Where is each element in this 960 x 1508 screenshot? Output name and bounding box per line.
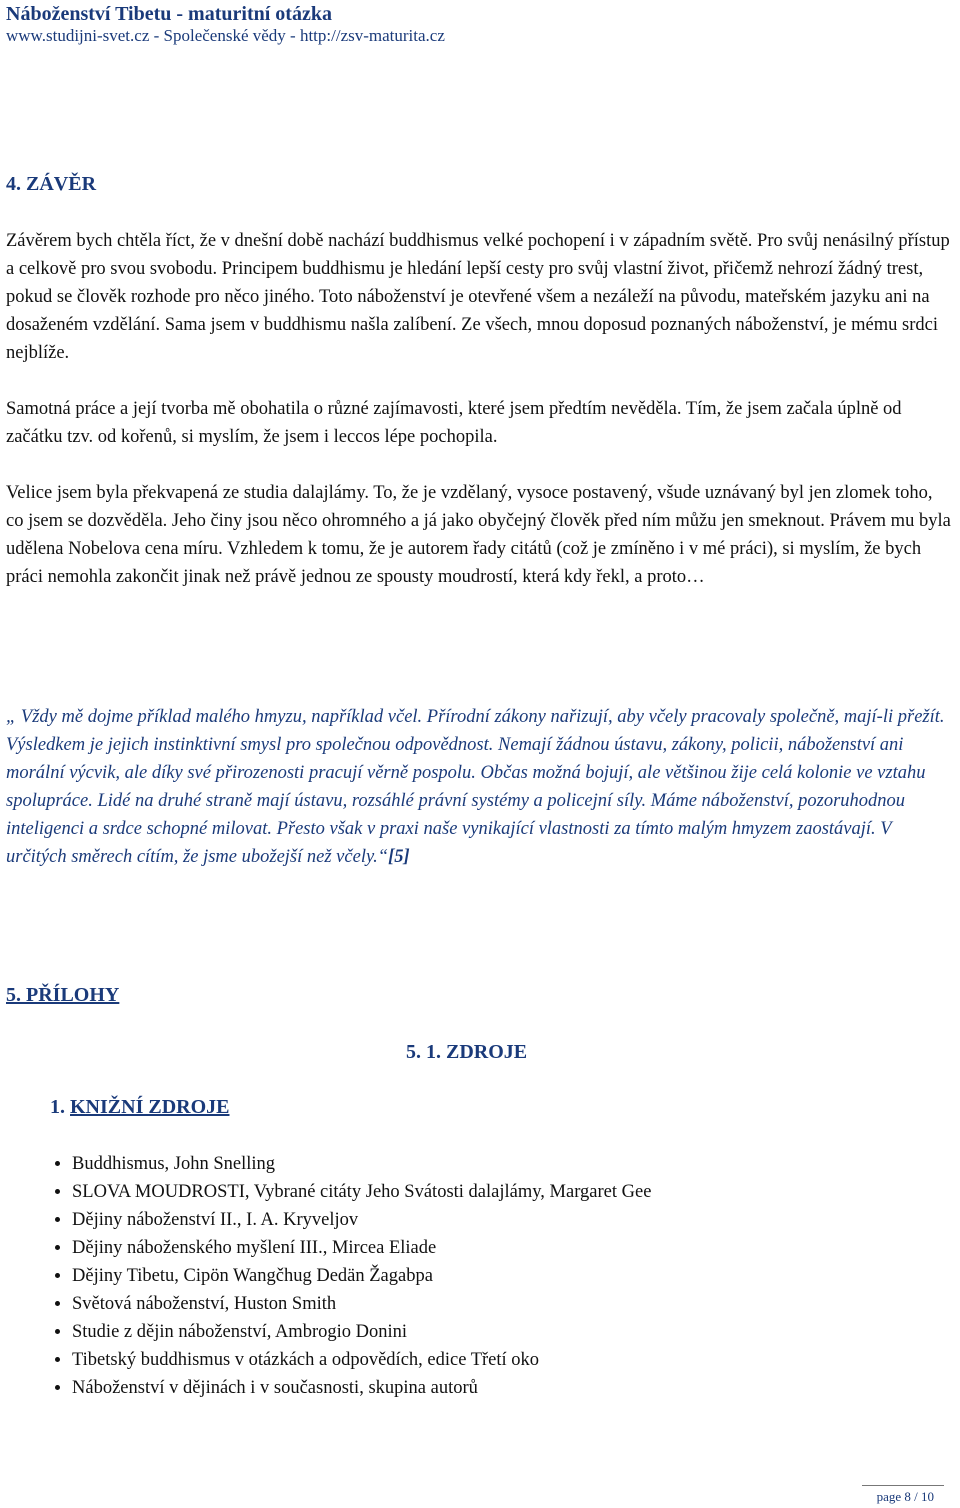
- section-heading-conclusion: 4. ZÁVĚR: [6, 173, 97, 195]
- section-heading-appendices: 5. PŘÍLOHY: [6, 984, 120, 1006]
- document-header-subtitle: www.studijni-svet.cz - Společenské vědy - http://zsv-maturita.cz: [6, 26, 445, 45]
- list-item: • Studie z dějin náboženství, Ambrogio Donini: [72, 1318, 651, 1346]
- list-item: • Dějiny náboženského myšlení III., Mircea Eliade: [72, 1234, 651, 1262]
- quote-text: „ Vždy mě dojme příklad malého hmyzu, například včel. Přírodní zákony nařizují, aby včely pracovaly společně, mají-li přežít. Výsledkem je jejich instinktivní smysl pro společnou odpovědnost. Nemají žádnou ústavu, zákony, policii, náboženství ani morální výcvik, ale díky své přirozenosti pracují věrně pospolu. Občas možná bojují, ale většinou žije celá kolonie ve vztahu spolupráce. Lidé na druhé straně mají ústavu, rozsáhlé právní systémy a policejní síly. Máme náboženství, pozoruhodnou inteligenci a srdce schopné milovat. Přesto však v praxi naše vynikající vlastnosti za tímto malým hmyzem zaostávají. V určitých směrech cítím, že jsme ubožejší než včely.“: [6, 707, 945, 867]
- list-item: • Tibetský buddhismus v otázkách a odpovědích, edice Třetí oko: [72, 1346, 651, 1374]
- list-item: • Náboženství v dějinách i v současnosti, skupina autorů: [72, 1374, 651, 1402]
- dalai-lama-quote: [6, 703, 954, 871]
- list-heading-book-sources: 1. KNIŽNÍ ZDROJE: [50, 1096, 230, 1118]
- document-header-title: Náboženství Tibetu - maturitní otázka: [6, 3, 332, 25]
- list-item: • Dějiny Tibetu, Cipön Wangčhug Dedän Žagabpa: [72, 1262, 651, 1290]
- page-number: page 8 / 10: [876, 1489, 934, 1504]
- quote-reference: [5]: [388, 847, 410, 867]
- list-heading-book-sources-text: KNIŽNÍ ZDROJE: [70, 1096, 230, 1118]
- list-item: • Buddhismus, John Snelling: [72, 1150, 651, 1178]
- list-item: • SLOVA MOUDROSTI, Vybrané citáty Jeho Svátosti dalajlámy, Margaret Gee: [72, 1178, 651, 1206]
- conclusion-paragraph-2: Samotná práce a její tvorba mě obohatila o různé zajímavosti, které jsem předtím nevěděla. Tím, že jsem začala úplně od začátku tzv. od kořenů, si myslím, že jsem i leccos lépe pochopila.: [6, 399, 902, 447]
- footer-divider: [862, 1485, 944, 1486]
- conclusion-paragraph-1: Závěrem bych chtěla říct, že v dnešní době nachází buddhismus velké pochopení i v západním světě. Pro svůj nenásilný přístup a celkově pro svou svobodu. Principem buddhismu je hledání lepší cesty pro svůj vlastní život, přičemž nehrozí žádný trest, pokud se člověk rozhode pro něco jiného. Toto náboženství je otevřené všem a nezáleží na původu, mateřském jazyku ani na dosaženém vzdělání. Sama jsem v buddhismu našla zalíbení. Ze všech, mnou doposud poznaných náboženství, je mému srdci nejblíže.: [6, 231, 950, 363]
- book-sources-list: [40, 1150, 651, 1402]
- list-item: • Dějiny náboženství II., I. A. Kryveljov: [72, 1206, 651, 1234]
- list-item: • Světová náboženství, Huston Smith: [72, 1290, 651, 1318]
- conclusion-paragraph-3: Velice jsem byla překvapená ze studia dalajlámy. To, že je vzdělaný, vysoce postavený, všude uznávaný byl jen zlomek toho, co jsem se dozvěděla. Jeho činy jsou něco ohromného a já jako obyčejný člověk před ním můžu jen smeknout. Právem mu byla udělena Nobelova cena míru. Vzhledem k tomu, že je autorem řady citátů (což je zmíněno i v mé práci), si myslím, že bych práci nemohla zakončit jinak než právě jednou ze spousty moudrostí, která kdy řekl, a proto…: [6, 483, 951, 587]
- subsection-heading-sources: 5. 1. ZDROJE: [406, 1041, 528, 1063]
